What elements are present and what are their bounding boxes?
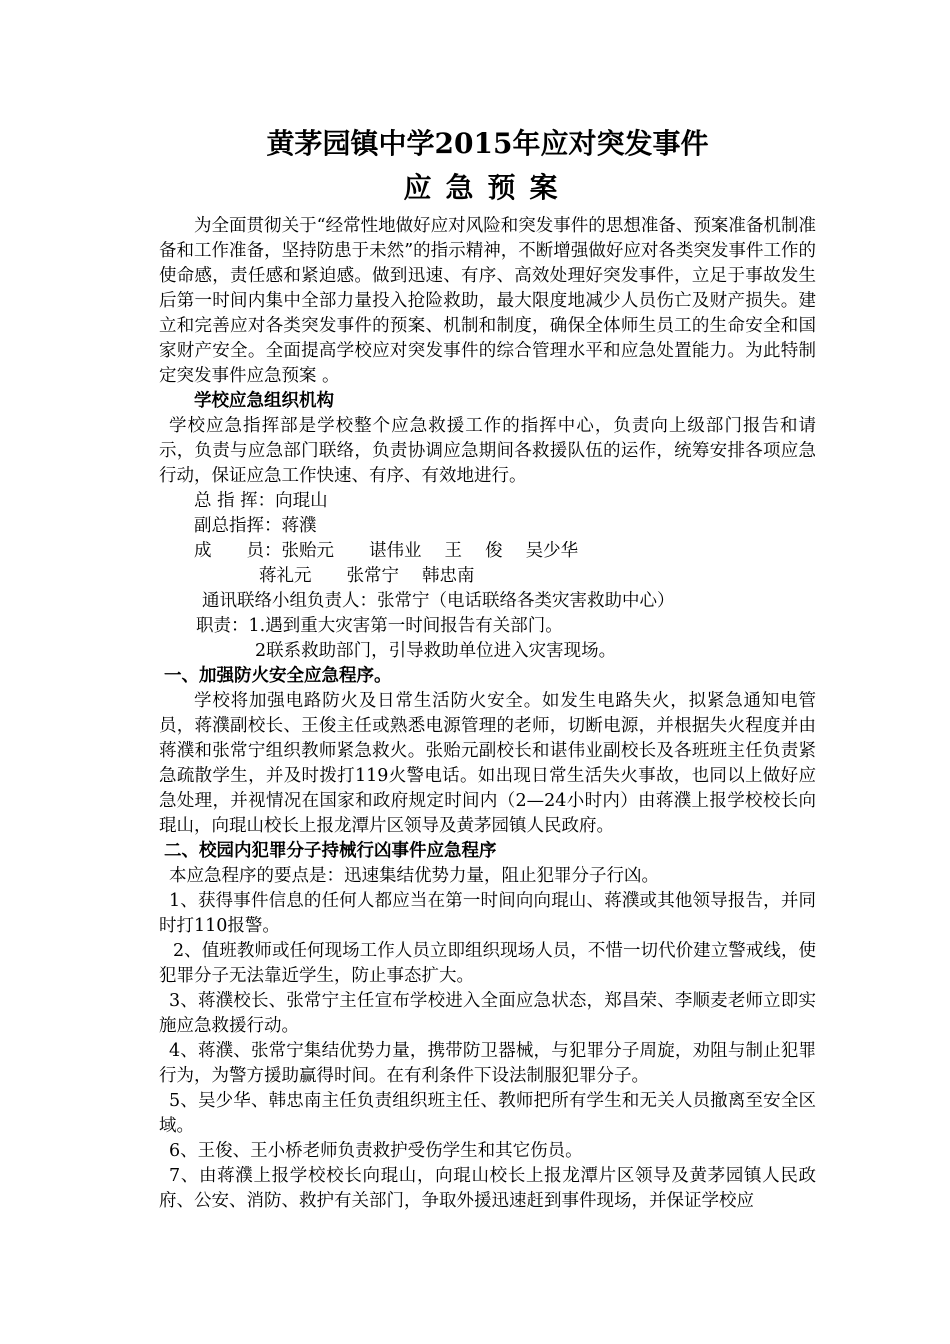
crime-item-3: 3、蒋濮校长、张常宁主任宣布学校进入全面应急状态，郑昌荣、李顺麦老师立即实施应急救援行动。: [159, 991, 816, 1036]
intro-paragraph: 为全面贯彻关于“经常性地做好应对风险和突发事件的思想准备、预案准备机制准备和工作准备，坚持防患于未然”的指示精神，不断增强做好应对各类突发事件工作的使命感，责任感和紧迫感。做到迅速、有序、高效处理好突发事件，立足于事故发生后第一时间内集中全部力量投入抢险救助，最大限度地减少人员伤亡及财产损失。建立和完善应对各类突发事件的预案、机制和制度，确保全体师生员工的生命安全和国家财产安全。全面提高学校应对突发事件的综合管理水平和应急处置能力。为此特制定突发事件应急预案 。: [159, 216, 816, 386]
crime-item-7: 7、由蒋濮上报学校校长向琨山，向琨山校长上报龙潭片区领导及黄茅园镇人民政府、公安、消防、救护有关部门，争取外援迅速赶到事件现场，并保证学校应: [159, 1166, 816, 1211]
fire-paragraph: 学校将加强电路防火及日常生活防火安全。如发生电路失火，拟紧急通知电管员，蒋濮副校长、王俊主任或熟悉电源管理的老师，切断电源，并根据失火程度并由蒋濮和张常宁组织教师紧急救火。张贻元副校长和谌伟业副校长及各班班主任负责紧急疏散学生，并及时拨打119火警电话。如出现日常生活失火事故，也同以上做好应急处理，并视情况在国家和政府规定时间内（2—24小时内）由蒋濮上报学校校长向琨山，向琨山校长上报龙潭片区领导及黄茅园镇人民政府。: [159, 691, 816, 836]
crime-item-5: 5、吴少华、韩忠南主任负责组织班主任、教师把所有学生和无关人员撤离至安全区域。: [159, 1091, 816, 1136]
fire-heading: 一、加强防火安全应急程序。: [164, 666, 392, 686]
members-line-1: 成 员：张贻元 谌伟业 王 俊 吴少华: [194, 541, 579, 561]
org-heading: 学校应急组织机构: [194, 391, 334, 411]
crime-item-1: 1、获得事件信息的任何人都应当在第一时间向向琨山、蒋濮或其他领导报告，并同时打110报警。: [159, 891, 816, 936]
deputy-line: 副总指挥：蒋濮: [194, 516, 317, 536]
crime-intro: 本应急程序的要点是：迅速集结优势力量，阻止犯罪分子行凶。: [169, 866, 659, 886]
document-subtitle: 应急预案: [403, 171, 572, 204]
crime-item-6: 6、王俊、王小桥老师负责救护受伤学生和其它伤员。: [169, 1141, 583, 1161]
crime-item-2: 2、值班教师或任何现场工作人员立即组织现场人员，不惜一切代价建立警戒线，使犯罪分子无法靠近学生，防止事态扩大。: [159, 941, 816, 986]
duty-line-1: 职责：1.遇到重大灾害第一时间报告有关部门。: [196, 616, 563, 636]
document-title: 黄茅园镇中学2015年应对突发事件: [266, 127, 709, 160]
commander-line: 总 指 挥：向琨山: [194, 491, 328, 511]
crime-heading: 二、校园内犯罪分子持械行凶事件应急程序: [164, 841, 497, 861]
crime-item-4: 4、蒋濮、张常宁集结优势力量，携带防卫器械，与犯罪分子周旋，劝阻与制止犯罪行为，为警方援助赢得时间。在有利条件下设法制服犯罪分子。: [159, 1041, 816, 1086]
document-body: [159, 214, 816, 1214]
contact-line: 通讯联络小组负责人：张常宁（电话联络各类灾害救助中心）: [202, 591, 675, 611]
org-description: 学校应急指挥部是学校整个应急救援工作的指挥中心，负责向上级部门报告和请示，负责与应急部门联络，负责协调应急期间各救援队伍的运作，统筹安排各项应急行动，保证应急工作快速、有序、有效地进行。: [159, 416, 816, 486]
duty-line-2: 2联系救助部门，引导救助单位进入灾害现场。: [255, 641, 617, 661]
members-line-2: 蒋礼元 张常宁 韩忠南: [259, 566, 475, 586]
